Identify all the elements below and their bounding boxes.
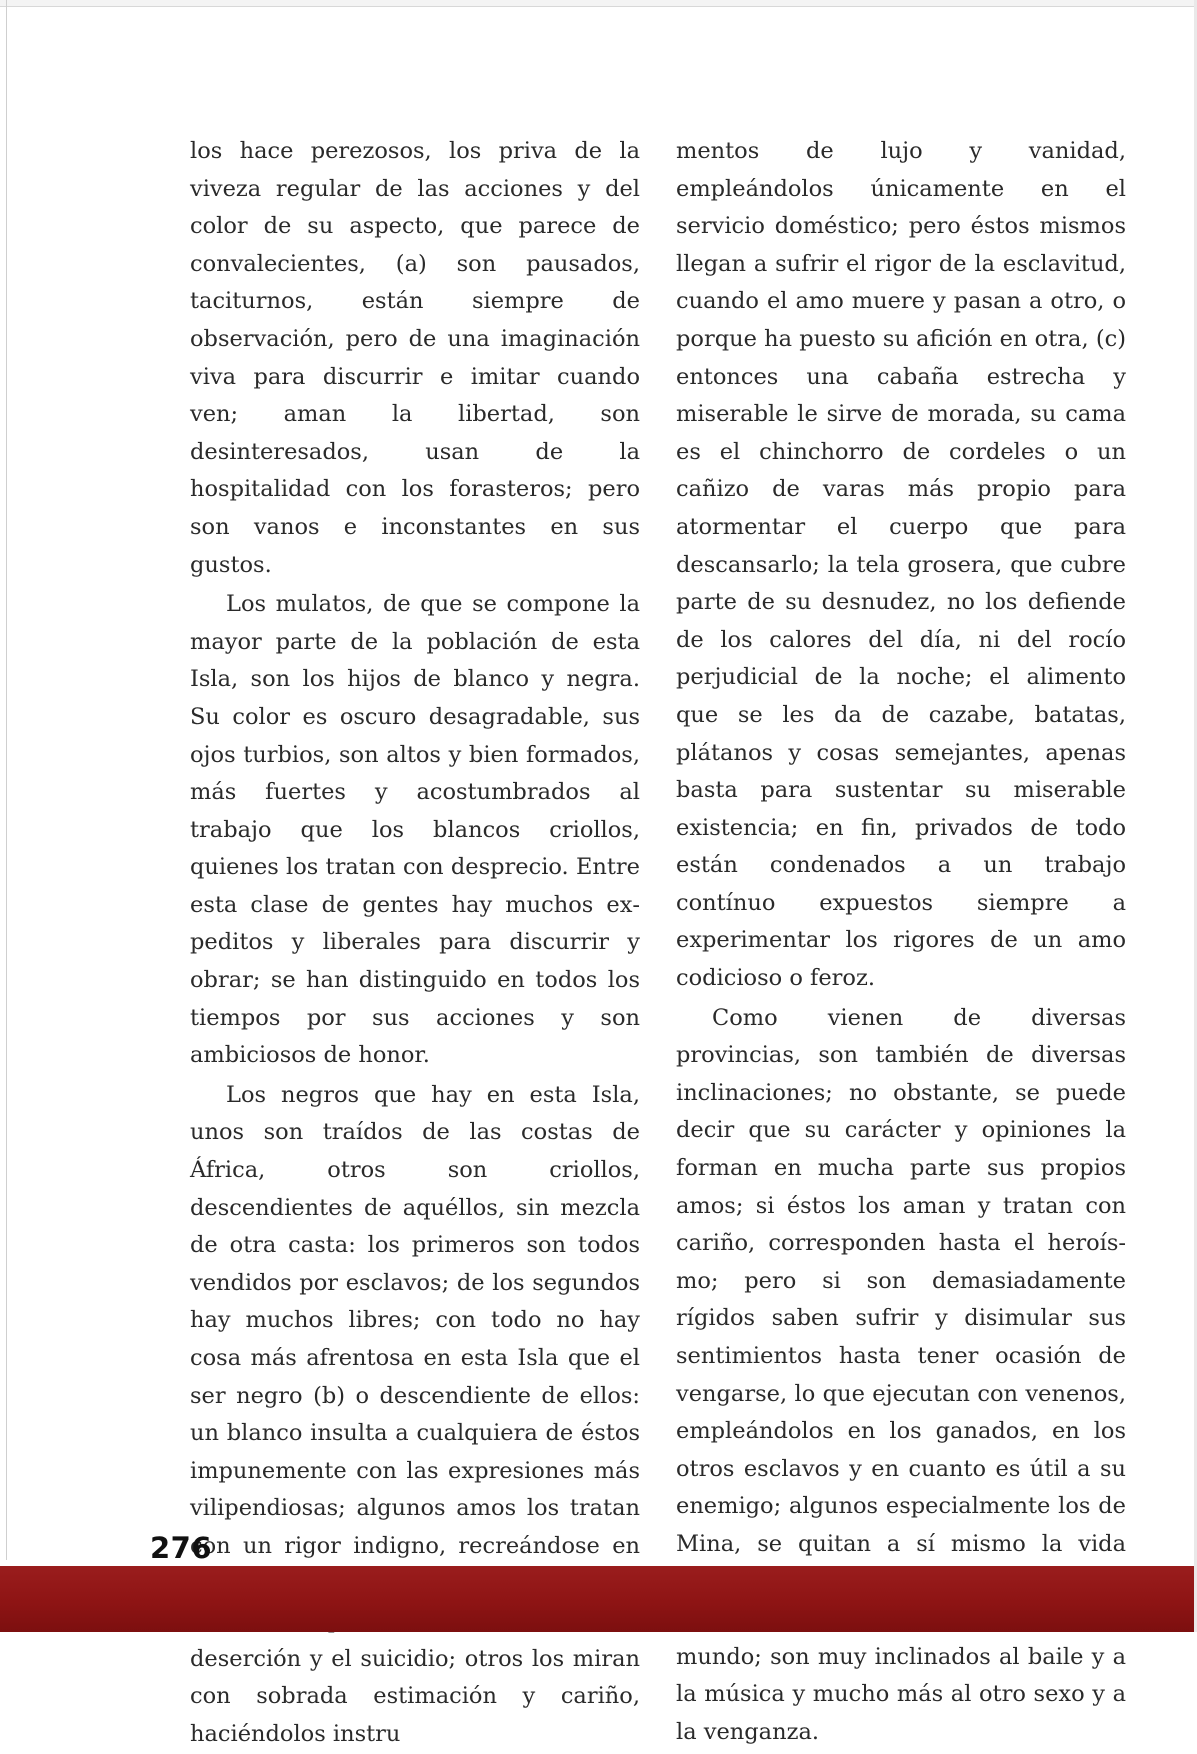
- text-column-left: [190, 133, 640, 1754]
- paragraph-provincias: Como vienen de diversas provincias, son también de diversas inclinaciones; no obstante, se puede decir que su carácter y opiniones la forman en mucha parte sus propios amos; si éstos los aman y tratan con cariño, corresponden hasta el heroísmo; pero si son demasiadamente rígidos saben sufrir y disimular sus sentimientos hasta tener ocasión de vengarse, lo que ejecutan con venenos, empleándolos en los ganados, en los otros esclavos y en cuanto es útil a su enemigo; algunos especialmente los de Mina, se quitan a sí mismo la vida mundo; son muy inclinados al baile y a la música y mucho más al otro sexo y a la venganza.: [676, 1004, 1126, 1745]
- footer-color-band: [0, 1566, 1194, 1632]
- text-column-right: [676, 133, 1126, 1752]
- paragraph-continuation: mentos de lujo y vanidad, empleándolos únicamente en el servicio doméstico; pero éstos mismos llegan a sufrir el rigor de la esclavitud, cuando el amo muere y pasan a otro, o porque ha puesto su afición en otra, (c) entonces una cabaña estrecha y miserable le sirve de morada, su cama es el chinchorro de cordeles o un cañizo de varas más propio para atormentar el cuerpo que para descansarlo; la tela grosera, que cubre parte de su desnudez, no los defiende de los calores del día, ni del rocío perjudicial de la noche; el alimento que se les da de cazabe, batatas, plátanos y cosas semejantes, apenas basta para sustentar su miserable existencia; en fin, privados de todo están condenados a un trabajo contínuo expuestos siempre a experimentar los rigores de un amo codicioso o feroz.: [676, 138, 1126, 992]
- paragraph-negros: Los negros que hay en esta Isla, unos son traídos de las costas de África, otros son criollos, descendientes de aquéllos, sin mezcla de otra casta: los primeros son todos vendidos por esclavos; de los segundos hay muchos libres; con todo no hay cosa más afrentosa en esta Isla que el ser negro (b) o descendiente de ellos: un blanco insulta a cualquiera de éstos impunemente con las expresiones más vilipendiosas; algunos amos los tratan con un rigor indigno, recreándose en deserción y el suicidio; otros los miran con sobrada estimación y cariño, haciéndolos instru: [190, 1081, 640, 1747]
- paragraph-mulatos: Los mulatos, de que se compone la mayor parte de la población de esta Isla, son los hijos de blanco y negra. Su color es oscuro desagradable, sus ojos turbios, son altos y bien formados, más fuertes y acostumbrados al trabajo que los blancos criollos, quienes los tratan con desprecio. Entre esta clase de gentes hay muchos expeditos y liberales para discurrir y obrar; se han distinguido en todos los tiempos por sus acciones y son ambiciosos de honor.: [190, 591, 640, 1069]
- paragraph-continuation: los hace perezosos, los priva de la viveza regular de las acciones y del color de su aspecto, que parece de convalecientes, (a) son pausados, taciturnos, están siempre de observación, pero de una imaginación viva para discurrir e imitar cuando ven; aman la libertad, son desinteresados, usan de la hospitalidad con los forasteros; pero son vanos e inconstantes en sus gustos.: [190, 138, 640, 578]
- top-edge-rule: [0, 0, 1197, 7]
- left-page-edge: [6, 0, 7, 1560]
- page-number: 276: [150, 1531, 213, 1565]
